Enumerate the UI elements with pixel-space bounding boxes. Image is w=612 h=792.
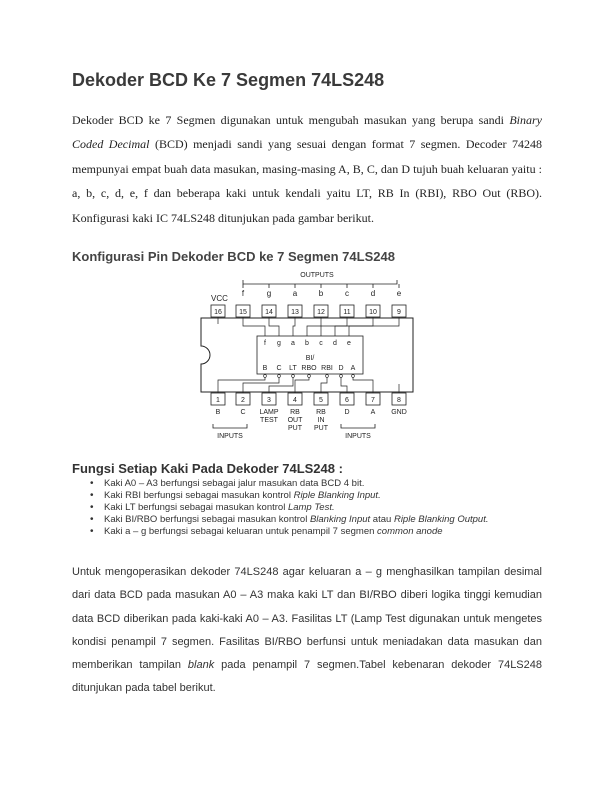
outputs-bracket bbox=[243, 280, 397, 284]
pin-diagram-svg bbox=[195, 266, 420, 448]
top-pin-number: 15 bbox=[239, 309, 247, 316]
logic-output-label: b bbox=[305, 340, 309, 347]
wire-node bbox=[292, 375, 295, 378]
wire-node bbox=[340, 375, 343, 378]
bottom-pin-number: 1 bbox=[216, 397, 220, 404]
logic-input-label: A bbox=[350, 365, 356, 372]
logic-block-bi: BI/ bbox=[305, 355, 315, 362]
list-item: • Kaki BI/RBO berfungsi sebagai masukan kontrol Blanking Input atau Riple Blanking Output. bbox=[90, 514, 542, 526]
closing-text-1: Untuk mengoperasikan dekoder 74LS248 agar keluaran a – g menghasilkan tampilan desimal dari data BCD pada masukan A0 – A3 maka kaki LT dan BI/RBO diberi logika tinggi kemudian data BCD diberikan pada kaki-kaki A0 – A3. Fasilitas LT (Lamp Test digunakan untuk mengetes kondisi penampil 7 segmen. Fasilitas BI/RBO berfunsi untuk meniadakan data masukan dan memberikan tampilan bbox=[72, 566, 542, 672]
bottom-pin-label: GND bbox=[391, 409, 407, 416]
list-item: • Kaki A0 – A3 berfungsi sebagai jalur masukan data BCD 4 bit. bbox=[90, 478, 542, 490]
bottom-pin-label: LAMP bbox=[259, 409, 279, 416]
logic-output-label: g bbox=[277, 340, 281, 347]
section-heading-config: Konfigurasi Pin Dekoder BCD ke 7 Segmen 74LS248 bbox=[72, 249, 395, 264]
wire-node bbox=[326, 375, 329, 378]
top-pin-number: 10 bbox=[369, 309, 377, 316]
vcc-label: VCC bbox=[211, 294, 228, 303]
bottom-pin-label: OUT bbox=[287, 417, 303, 424]
top-pin-number: 12 bbox=[317, 309, 325, 316]
logic-output-label: f bbox=[264, 340, 266, 347]
bottom-pin-label: D bbox=[344, 409, 350, 416]
wire-node bbox=[308, 375, 311, 378]
bottom-pin-label: TEST bbox=[260, 417, 278, 424]
logic-input-label: D bbox=[338, 365, 344, 372]
bottom-pin-label: B bbox=[215, 409, 221, 416]
bottom-pin-label: PUT bbox=[314, 425, 328, 432]
closing-emphasis: blank bbox=[187, 659, 215, 672]
top-pin-number: 14 bbox=[265, 309, 273, 316]
inputs-bracket-left bbox=[213, 424, 247, 428]
logic-output-label: c bbox=[319, 340, 323, 347]
top-pin-label: g bbox=[266, 289, 272, 298]
logic-input-label: RBI bbox=[321, 365, 333, 372]
bottom-pin-number: 2 bbox=[241, 397, 245, 404]
top-pin-label: a bbox=[292, 289, 298, 298]
inputs-bracket-right bbox=[341, 424, 375, 428]
bottom-pin-label: RB bbox=[290, 409, 300, 416]
bottom-pin-row bbox=[211, 393, 406, 405]
top-pin-label: b bbox=[318, 289, 324, 298]
wire-node bbox=[352, 375, 355, 378]
bottom-pin-label: PUT bbox=[288, 425, 302, 432]
wire-node bbox=[278, 375, 281, 378]
wire-node bbox=[264, 375, 267, 378]
bottom-pin-labels bbox=[216, 409, 407, 432]
section-heading-fungsi: Fungsi Setiap Kaki Pada Dekoder 74LS248 : bbox=[72, 461, 343, 476]
top-pin-labels bbox=[242, 284, 402, 298]
bottom-pin-number: 7 bbox=[371, 397, 375, 404]
bottom-pin-label: A bbox=[370, 409, 376, 416]
bottom-pin-label: RB bbox=[316, 409, 326, 416]
logic-block-inputs bbox=[263, 365, 356, 372]
list-item: • Kaki LT berfungsi sebagai masukan kontrol Lamp Test. bbox=[90, 502, 542, 514]
bottom-pin-number: 4 bbox=[293, 397, 297, 404]
closing-paragraph bbox=[72, 561, 542, 701]
logic-output-label: a bbox=[291, 340, 295, 347]
bottom-pin-number: 3 bbox=[267, 397, 271, 404]
inputs-label-left: INPUTS bbox=[217, 433, 243, 440]
top-pin-row bbox=[211, 305, 406, 317]
bottom-pin-label: C bbox=[240, 409, 246, 416]
top-pin-number: 13 bbox=[291, 309, 299, 316]
top-pin-label: f bbox=[241, 289, 245, 298]
intro-text-2: (BCD) menjadi sandi yang sesuai dengan format 7 segmen. Decoder 74248 mempunyai empat buah data masukan, masing-masing A, B, C, dan D tujuh buah keluaran yaitu : a, b, c, d, e, f dan beberapa kaki untuk kendali yaitu LT, RB In (RBI), RBO Out (RBO). Konfigurasi kaki IC 74LS248 ditunjukan pada gambar berikut. bbox=[72, 137, 542, 225]
logic-input-label: LT bbox=[289, 365, 297, 372]
logic-output-label: d bbox=[333, 340, 337, 347]
list-item: • Kaki a – g berfungsi sebagai keluaran untuk penampil 7 segmen common anode bbox=[90, 526, 542, 538]
bottom-pin-number: 8 bbox=[397, 397, 401, 404]
list-item: • Kaki RBI berfungsi sebagai masukan kontrol Riple Blanking Input. bbox=[90, 490, 542, 502]
inputs-label-right: INPUTS bbox=[345, 433, 371, 440]
intro-emphasis: Binary Coded Decimal bbox=[72, 113, 542, 152]
top-pin-number: 16 bbox=[214, 309, 222, 316]
top-pin-number: 11 bbox=[343, 309, 351, 316]
bottom-pin-number: 5 bbox=[319, 397, 323, 404]
intro-paragraph bbox=[72, 108, 542, 230]
top-pin-label: c bbox=[345, 289, 349, 298]
logic-output-label: e bbox=[347, 340, 351, 347]
top-pin-label: e bbox=[396, 289, 402, 298]
closing-text-2: pada penampil 7 segmen.Tabel kebenaran dekoder 74LS248 ditunjukan pada tabel berikut. bbox=[72, 659, 542, 695]
top-pin-label: d bbox=[370, 289, 376, 298]
page-title: Dekoder BCD Ke 7 Segmen 74LS248 bbox=[72, 70, 385, 90]
logic-input-label: B bbox=[262, 365, 268, 372]
bottom-pin-number: 6 bbox=[345, 397, 349, 404]
logic-input-label: RBO bbox=[301, 365, 317, 372]
intro-text-1: Dekoder BCD ke 7 Segmen digunakan untuk mengubah masukan yang berupa sandi bbox=[72, 113, 510, 127]
pin-function-list bbox=[90, 478, 542, 538]
pin-diagram bbox=[195, 266, 420, 448]
outputs-label: OUTPUTS bbox=[300, 272, 334, 279]
logic-input-label: C bbox=[276, 365, 282, 372]
top-pin-number: 9 bbox=[397, 309, 401, 316]
bottom-pin-label: IN bbox=[317, 417, 325, 424]
